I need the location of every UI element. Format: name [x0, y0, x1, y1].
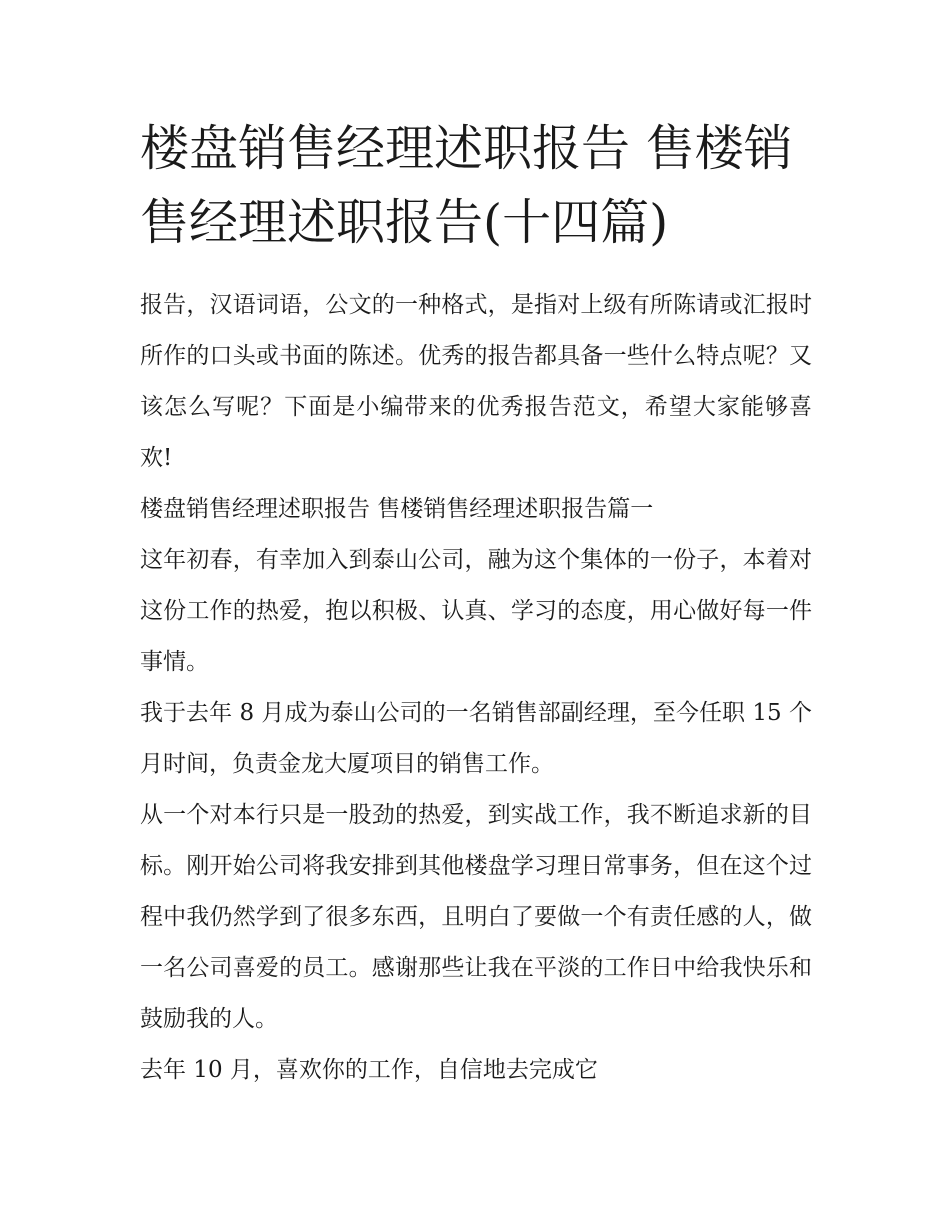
body-paragraph: 我于去年 8 月成为泰山公司的一名销售部副经理，至今任职 15 个月时间，负责金龙大厦项目的销售工作。	[140, 700, 812, 777]
intro-paragraph: 报告，汉语词语，公文的一种格式，是指对上级有所陈请或汇报时所作的口头或书面的陈述。优秀的报告都具备一些什么特点呢？又该怎么写呢？下面是小编带来的优秀报告范文，希望大家能够喜欢!	[140, 292, 812, 471]
body-paragraph: 这年初春，有幸加入到泰山公司，融为这个集体的一份子，本着对这份工作的热爱，抱以积极、认真、学习的态度，用心做好每一件事情。	[140, 547, 812, 675]
body-paragraph: 从一个对本行只是一股劲的热爱，到实战工作，我不断追求新的目标。刚开始公司将我安排到其他楼盘学习理日常事务，但在这个过程中我仍然学到了很多东西，且明白了要做一个有责任感的人，做一名公司喜爱的员工。感谢那些让我在平淡的工作日中给我快乐和鼓励我的人。	[140, 802, 812, 1032]
document-page	[140, 112, 812, 1096]
document-title: 楼盘销售经理述职报告 售楼销售经理述职报告(十四篇)	[140, 120, 793, 251]
section-heading: 楼盘销售经理述职报告 售楼销售经理述职报告篇一	[140, 496, 654, 522]
body-paragraph: 去年 10 月，喜欢你的工作，自信地去完成它	[140, 1057, 598, 1083]
